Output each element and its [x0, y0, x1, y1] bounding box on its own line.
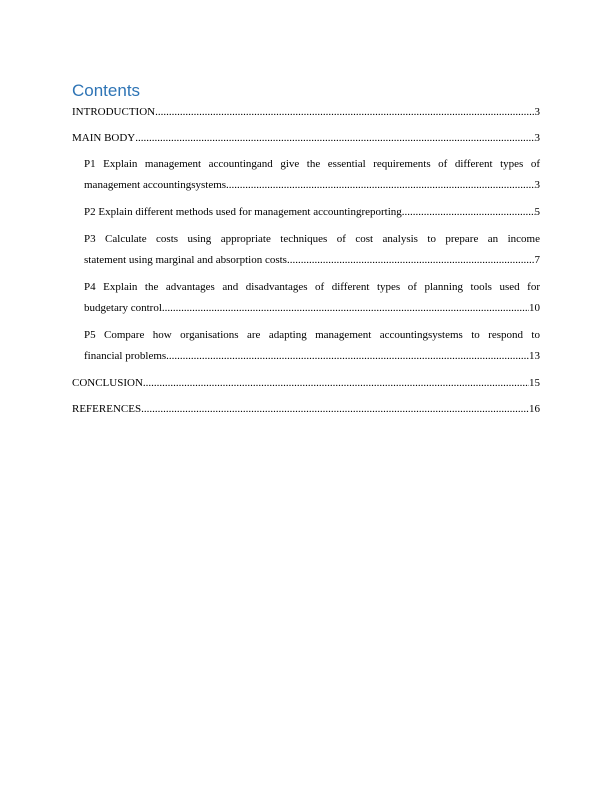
toc-entry-title: CONCLUSION [72, 377, 143, 389]
toc-entry-title-line2: management accountingsystems [84, 179, 227, 191]
toc-page-number: 3 [534, 132, 540, 144]
toc-page-number: 3 [534, 179, 540, 191]
toc-entry-title-line1: P1 Explain management accountingand give the essential requirements of different types of [84, 158, 540, 170]
toc-entry-p3[interactable] [84, 229, 540, 271]
toc-entry-title: MAIN BODY [72, 132, 136, 144]
dot-leader [155, 102, 534, 123]
toc-entry-title-line1: P4 Explain the advantages and disadvantages of different types of planning tools used for [84, 281, 540, 293]
toc-heading: Contents [72, 81, 141, 100]
toc-entry-main-body[interactable] [72, 128, 540, 149]
toc-entry-p2[interactable] [84, 202, 540, 223]
toc-entry-title: REFERENCES [72, 403, 142, 415]
toc-page-number: 15 [529, 377, 540, 389]
toc-entry-title: P2 Explain different methods used for management accountingreporting [84, 206, 402, 218]
toc-page-number: 10 [529, 302, 540, 314]
toc-entry-p5[interactable] [84, 325, 540, 367]
dot-leader [141, 399, 529, 420]
dot-leader [166, 346, 529, 367]
toc-page-number: 13 [529, 350, 540, 362]
toc-entry-title-line2: statement using marginal and absorption costs [84, 254, 287, 266]
toc-entry-title-line2: budgetary control [84, 302, 162, 314]
toc-entry-introduction[interactable] [72, 102, 540, 123]
dot-leader [135, 128, 534, 149]
toc-page-number: 3 [534, 106, 540, 118]
dot-leader [402, 202, 535, 223]
dot-leader [162, 298, 529, 319]
dot-leader [226, 175, 534, 196]
toc-entry-title-line1: P5 Compare how organisations are adapting management accountingsystems to respond to [84, 329, 540, 341]
dot-leader [287, 250, 535, 271]
toc-entry-title: INTRODUCTION [72, 106, 156, 118]
toc-page-number: 16 [529, 403, 540, 415]
toc-entry-p4[interactable] [84, 277, 540, 319]
toc-page-number: 5 [534, 206, 540, 218]
toc-entry-conclusion[interactable] [72, 373, 540, 394]
table-of-contents [72, 102, 540, 425]
dot-leader [143, 373, 529, 394]
toc-page-number: 7 [534, 254, 540, 266]
toc-entry-title-line1: P3 Calculate costs using appropriate techniques of cost analysis to prepare an income [84, 233, 540, 245]
toc-entry-title-line2: financial problems [84, 350, 167, 362]
toc-entry-references[interactable] [72, 399, 540, 420]
toc-entry-p1[interactable] [84, 154, 540, 196]
